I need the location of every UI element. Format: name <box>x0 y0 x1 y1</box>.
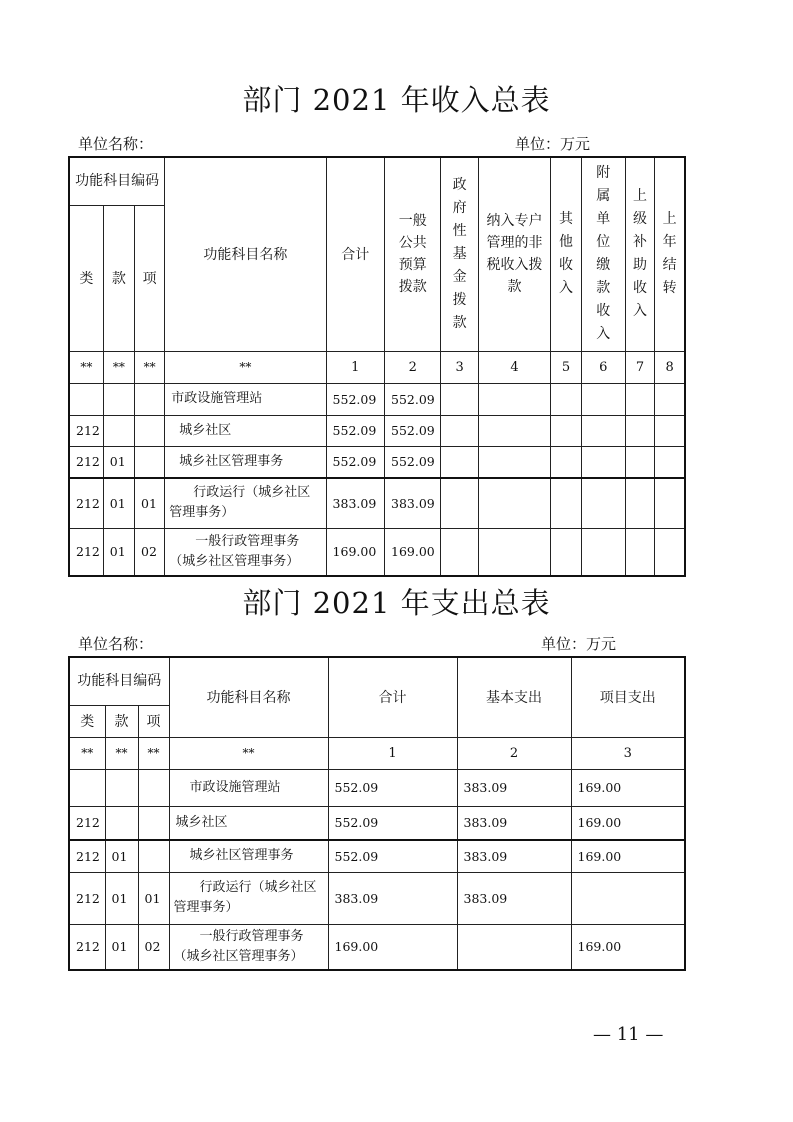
expense-cell-project: 169.00 <box>571 924 685 970</box>
expense-cell-total: 383.09 <box>328 872 457 924</box>
income-cell-total: 552.09 <box>326 415 384 446</box>
income-cell-lei: 212 <box>69 528 103 576</box>
income-header-general-budget: 一般公共预算拨款 <box>385 157 441 351</box>
income-index-cell: ** <box>69 351 103 383</box>
expense-unit-name-label: 单位名称： <box>78 635 154 653</box>
expense-index-cell: 2 <box>457 737 571 769</box>
expense-index-cell: ** <box>69 737 105 769</box>
expense-cell-project: 169.00 <box>571 769 685 806</box>
income-cell-general-budget: 169.00 <box>385 528 441 576</box>
income-cell-kuan: 01 <box>103 528 134 576</box>
income-cell-xiang <box>135 383 165 415</box>
expense-cell-total: 552.09 <box>328 806 457 840</box>
income-index-cell: 8 <box>655 351 685 383</box>
expense-cell-xiang: 02 <box>138 924 169 970</box>
income-header-gov-fund: 政府性基金拨款 <box>441 157 478 351</box>
expense-cell-name-line1: 一般行政管理事务 <box>199 928 304 944</box>
income-cell-xiang <box>135 415 165 446</box>
income-index-cell: 7 <box>625 351 654 383</box>
income-cell-xiang: 01 <box>135 478 165 528</box>
income-index-cell: ** <box>103 351 134 383</box>
expense-cell-name-line2: （城乡社区管理事务） <box>173 948 304 964</box>
income-header-special-account: 纳入专户管理的非税收入拨款 <box>478 157 551 351</box>
expense-cell-name-line1: 行政运行（城乡社区 <box>199 880 317 895</box>
income-cell-kuan: 01 <box>103 446 134 478</box>
income-cell-name-line1: 一般行政管理事务 <box>195 533 300 549</box>
expense-cell-xiang <box>138 769 169 806</box>
expense-index-cell: ** <box>169 737 328 769</box>
income-index-cell: ** <box>135 351 165 383</box>
expense-index-cell: ** <box>105 737 138 769</box>
income-cell-total: 552.09 <box>326 446 384 478</box>
expense-cell-basic: 383.09 <box>457 872 571 924</box>
income-index-cell: 3 <box>441 351 478 383</box>
income-cell-name: 市政设施管理站 <box>165 383 326 415</box>
income-header-carryover: 上年结转 <box>655 157 685 351</box>
income-cell-general-budget: 552.09 <box>385 383 441 415</box>
income-index-cell: 5 <box>551 351 581 383</box>
income-header-xiang: 项 <box>135 205 165 351</box>
income-cell-name: 城乡社区管理事务 <box>165 446 326 478</box>
expense-table <box>68 656 686 971</box>
expense-cell-kuan: 01 <box>105 924 138 970</box>
table-row <box>69 872 685 924</box>
income-header-other: 其他收入 <box>551 157 581 351</box>
expense-cell-total: 552.09 <box>328 840 457 872</box>
income-cell-kuan <box>103 415 134 446</box>
expense-cell-name: 城乡社区 <box>169 806 328 840</box>
expense-cell-xiang: 01 <box>138 872 169 924</box>
income-cell-kuan: 01 <box>103 478 134 528</box>
expense-cell-kuan: 01 <box>105 840 138 872</box>
expense-header-project: 项目支出 <box>571 657 685 737</box>
expense-cell-xiang <box>138 806 169 840</box>
income-index-row <box>69 351 685 383</box>
income-cell-kuan <box>103 383 134 415</box>
income-cell-name-line2: 管理事务） <box>169 505 235 521</box>
income-index-cell: 4 <box>478 351 551 383</box>
page-number: — 11 — <box>593 1024 664 1045</box>
table-row <box>69 806 685 840</box>
expense-header-kuan: 款 <box>105 705 138 737</box>
expense-index-cell: 1 <box>328 737 457 769</box>
income-cell-lei <box>69 383 103 415</box>
expense-cell-project <box>571 872 685 924</box>
expense-header-code-group: 功能科目编码 <box>69 657 169 705</box>
income-cell-xiang: 02 <box>135 528 165 576</box>
income-cell-name-line2: （城乡社区管理事务） <box>169 553 300 569</box>
expense-header-total: 合计 <box>328 657 457 737</box>
table-row <box>69 478 685 528</box>
income-cell-total: 169.00 <box>326 528 384 576</box>
income-cell-general-budget: 383.09 <box>385 478 441 528</box>
expense-cell-kuan <box>105 769 138 806</box>
income-header-lei: 类 <box>69 205 103 351</box>
expense-index-cell: 3 <box>571 737 685 769</box>
expense-cell-project: 169.00 <box>571 806 685 840</box>
income-cell-general-budget: 552.09 <box>385 446 441 478</box>
expense-header-basic: 基本支出 <box>457 657 571 737</box>
expense-unit-label: 单位：万元 <box>541 635 617 653</box>
income-cell-lei: 212 <box>69 478 103 528</box>
income-cell-name: 城乡社区 <box>165 415 326 446</box>
income-title: 部门 2021 年收入总表 <box>242 83 551 117</box>
expense-cell-name: 市政设施管理站 <box>169 769 328 806</box>
income-header-kuan: 款 <box>103 205 134 351</box>
expense-cell-total: 552.09 <box>328 769 457 806</box>
income-cell-xiang <box>135 446 165 478</box>
table-row <box>69 924 685 970</box>
expense-cell-name <box>169 924 328 970</box>
expense-cell-basic: 383.09 <box>457 806 571 840</box>
income-header-total: 合计 <box>326 157 384 351</box>
expense-title: 部门 2021 年支出总表 <box>242 586 551 620</box>
expense-cell-project: 169.00 <box>571 840 685 872</box>
income-header-name: 功能科目名称 <box>165 157 326 351</box>
table-row <box>69 769 685 806</box>
expense-cell-lei <box>69 769 105 806</box>
expense-cell-kuan: 01 <box>105 872 138 924</box>
expense-cell-name: 城乡社区管理事务 <box>169 840 328 872</box>
expense-header-name: 功能科目名称 <box>169 657 328 737</box>
expense-header-xiang: 项 <box>138 705 169 737</box>
expense-cell-total: 169.00 <box>328 924 457 970</box>
income-cell-name <box>165 528 326 576</box>
expense-cell-name-line2: 管理事务） <box>173 900 239 915</box>
income-index-cell: 2 <box>385 351 441 383</box>
income-cell-lei: 212 <box>69 415 103 446</box>
table-row <box>69 446 685 478</box>
expense-cell-basic: 383.09 <box>457 840 571 872</box>
income-header-superior-subsidy: 上级补助收入 <box>625 157 654 351</box>
expense-cell-basic <box>457 924 571 970</box>
income-cell-general-budget: 552.09 <box>385 415 441 446</box>
expense-cell-name <box>169 872 328 924</box>
expense-index-row <box>69 737 685 769</box>
table-row <box>69 383 685 415</box>
expense-index-cell: ** <box>138 737 169 769</box>
income-cell-name <box>165 478 326 528</box>
income-cell-total: 552.09 <box>326 383 384 415</box>
expense-header-lei: 类 <box>69 705 105 737</box>
table-row <box>69 840 685 872</box>
income-table <box>68 156 686 577</box>
income-index-cell: 6 <box>581 351 625 383</box>
expense-cell-lei: 212 <box>69 806 105 840</box>
expense-cell-kuan <box>105 806 138 840</box>
income-index-cell: ** <box>165 351 326 383</box>
expense-cell-basic: 383.09 <box>457 769 571 806</box>
table-row <box>69 528 685 576</box>
expense-cell-lei: 212 <box>69 872 105 924</box>
expense-cell-lei: 212 <box>69 924 105 970</box>
income-cell-lei: 212 <box>69 446 103 478</box>
expense-cell-lei: 212 <box>69 840 105 872</box>
income-header-affiliated: 附属单位缴款收入 <box>581 157 625 351</box>
expense-cell-xiang <box>138 840 169 872</box>
income-header-code-group: 功能科目编码 <box>69 157 165 205</box>
income-cell-total: 383.09 <box>326 478 384 528</box>
income-index-cell: 1 <box>326 351 384 383</box>
income-unit-name-label: 单位名称： <box>78 135 154 153</box>
income-cell-name-line1: 行政运行（城乡社区 <box>193 485 311 501</box>
income-unit-label: 单位：万元 <box>515 135 591 153</box>
table-row <box>69 415 685 446</box>
